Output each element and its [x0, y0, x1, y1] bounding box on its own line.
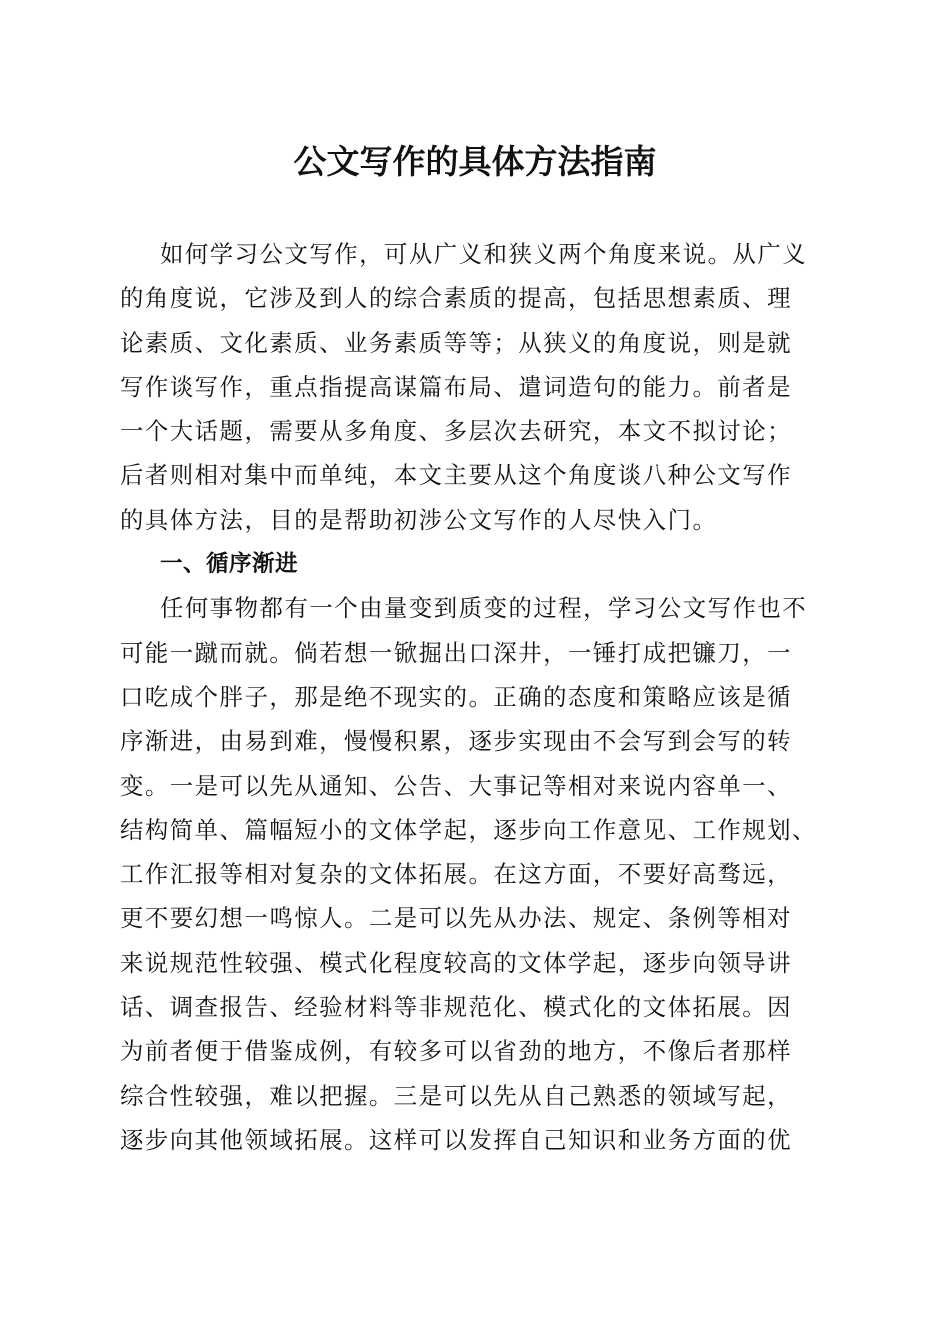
- paragraph-line: 口吃成个胖子，那是绝不现实的。正确的态度和策略应该是循: [120, 682, 793, 711]
- document-title: 公文写作的具体方法指南: [293, 142, 657, 181]
- paragraph-line: 的具体方法，目的是帮助初涉公文写作的人尽快入门。: [120, 505, 718, 534]
- paragraph-line: 如何学习公文写作，可从广义和狭义两个角度来说。从广义: [160, 240, 808, 268]
- paragraph-line: 写作谈写作，重点指提高谋篇布局、遣词造句的能力。前者是: [120, 372, 793, 401]
- paragraph-line: 更不要幻想一鸣惊人。二是可以先从办法、规定、条例等相对: [120, 904, 793, 933]
- paragraph-line: 变。一是可以先从通知、公告、大事记等相对来说内容单一、: [120, 771, 793, 800]
- paragraph-line: 工作汇报等相对复杂的文体拓展。在这方面，不要好高骛远，: [120, 860, 793, 889]
- paragraph-line: 为前者便于借鉴成例，有较多可以省劲的地方，不像后者那样: [120, 1037, 793, 1066]
- paragraph-line: 来说规范性较强、模式化程度较高的文体学起，逐步向领导讲: [120, 948, 793, 977]
- paragraph-line: 结构简单、篇幅短小的文体学起，逐步向工作意见、工作规划、: [120, 815, 817, 844]
- paragraph-line: 论素质、文化素质、业务素质等等；从狭义的角度说，则是就: [120, 328, 793, 357]
- document-body: [120, 232, 840, 1162]
- paragraph-line: 序渐进，由易到难，慢慢积累，逐步实现由不会写到会写的转: [120, 727, 793, 756]
- paragraph-line: 可能一蹴而就。倘若想一锨掘出口深井，一锤打成把镰刀，一: [120, 638, 793, 667]
- paragraph-line: 的角度说，它涉及到人的综合素质的提高，包括思想素质、理: [120, 284, 793, 313]
- paragraph-line: 话、调查报告、经验材料等非规范化、模式化的文体拓展。因: [120, 993, 793, 1022]
- paragraph-line: 一个大话题，需要从多角度、多层次去研究，本文不拟讨论；: [120, 417, 793, 446]
- paragraph-line: 任何事物都有一个由量变到质变的过程，学习公文写作也不: [160, 594, 808, 623]
- paragraph-line: 后者则相对集中而单纯，本文主要从这个角度谈八种公文写作: [120, 461, 793, 490]
- section-heading: 一、循序渐进: [160, 551, 299, 578]
- paragraph-line: 逐步向其他领域拓展。这样可以发挥自己知识和业务方面的优: [120, 1125, 793, 1154]
- paragraph-line: 综合性较强，难以把握。三是可以先从自己熟悉的领域写起，: [120, 1081, 793, 1110]
